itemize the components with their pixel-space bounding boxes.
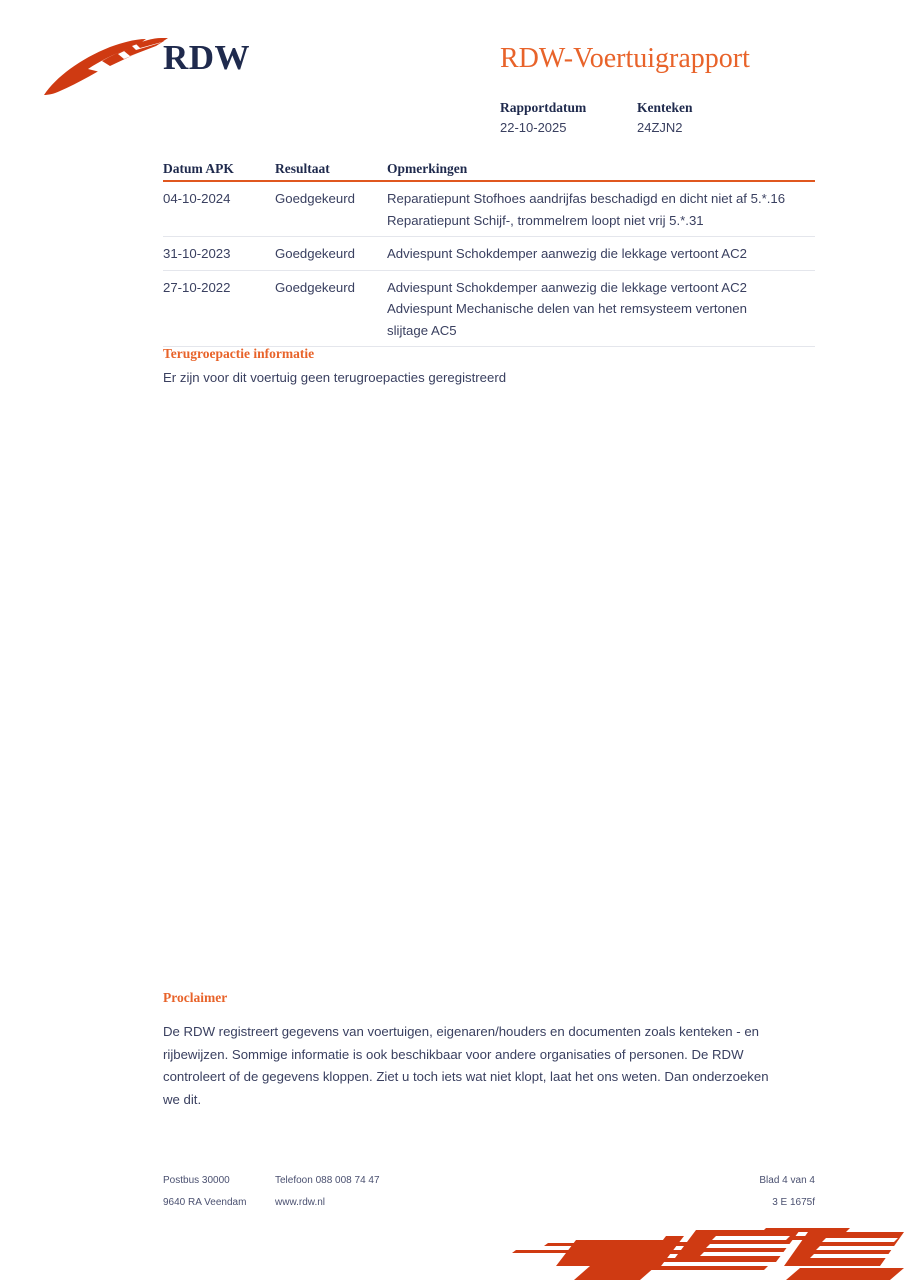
kenteken-label-cell	[637, 98, 774, 118]
proclaimer-section-body	[163, 1021, 803, 1111]
kenteken-value: 24ZJN2	[637, 120, 683, 135]
kenteken-label: Kenteken	[637, 100, 693, 115]
recall-section-title: Terugroepactie informatie	[163, 346, 315, 361]
cell-opmerkingen	[387, 277, 815, 342]
footer-row-1	[163, 1170, 815, 1192]
report-meta-labels	[500, 98, 830, 118]
apk-history-table	[163, 160, 815, 347]
cell-resultaat: Goedgekeurd	[275, 246, 355, 261]
rapportdatum-label-cell	[500, 98, 637, 118]
note-line: Reparatiepunt Stofhoes aandrijfas beschadigd en dicht niet af 5.*.16	[387, 191, 786, 206]
footer-address-line-2: 9640 RA Veendam	[163, 1197, 247, 1208]
report-meta-values	[500, 118, 830, 137]
note-line: Adviespunt Schokdemper aanwezig die lekkage vertoont AC2	[387, 246, 747, 261]
kenteken-value-cell	[637, 118, 774, 137]
proclaimer-line: De RDW registreert gegevens van voertuigen, eigenaren/houders en documenten zoals kenteken - en	[163, 1024, 759, 1039]
report-meta	[500, 98, 830, 137]
recall-section-body: Er zijn voor dit voertuig geen terugroepacties geregistreerd	[163, 370, 507, 385]
note-line: slijtage AC5	[387, 322, 457, 338]
footer-phone: Telefoon 088 008 74 47	[275, 1175, 380, 1186]
table-row	[163, 271, 815, 348]
proclaimer-line: controleert of de gegevens kloppen. Ziet u toch iets wat niet klopt, laat het ons weten. Dan onderzoeken	[163, 1069, 769, 1084]
rdw-feather-logo-icon	[40, 33, 172, 99]
rapportdatum-label: Rapportdatum	[500, 100, 587, 115]
footer-page-label: Blad 4 van 4	[759, 1175, 815, 1186]
cell-opmerkingen	[387, 188, 815, 231]
note-line: Adviespunt Schokdemper aanwezig die lekkage vertoont AC2	[387, 279, 747, 295]
cell-datum-apk: 27-10-2022	[163, 279, 231, 295]
column-header-opmerkingen: Opmerkingen	[387, 161, 468, 176]
note-line: Adviespunt Mechanische delen van het remsysteem vertonen	[387, 301, 747, 316]
table-row	[163, 182, 815, 237]
column-header-datum-apk: Datum APK	[163, 161, 234, 176]
note-line: Reparatiepunt Schijf-, trommelrem loopt niet vrij 5.*.31	[387, 212, 704, 228]
table-header-row	[163, 160, 815, 182]
footer-form-code: 3 E 1675f	[772, 1197, 815, 1208]
cell-resultaat: Goedgekeurd	[275, 191, 355, 206]
rapportdatum-value: 22-10-2025	[500, 120, 567, 135]
rdw-motion-stripes-decoration-icon	[470, 1222, 904, 1280]
recall-section	[163, 345, 803, 390]
rdw-wordmark: RDW	[163, 38, 251, 77]
cell-datum-apk: 31-10-2023	[163, 246, 231, 261]
footer-website-link[interactable]: www.rdw.nl	[275, 1197, 326, 1208]
proclaimer-line: rijbewijzen. Sommige informatie is ook beschikbaar voor andere organisaties of personen. De RDW	[163, 1046, 744, 1062]
cell-datum-apk: 04-10-2024	[163, 191, 231, 206]
footer-address-line-1: Postbus 30000	[163, 1175, 230, 1186]
proclaimer-line: we dit.	[163, 1091, 202, 1107]
proclaimer-section-title: Proclaimer	[163, 990, 228, 1005]
rapportdatum-value-cell	[500, 118, 637, 137]
table-row	[163, 237, 815, 271]
cell-opmerkingen	[387, 243, 815, 265]
proclaimer-section	[163, 989, 803, 1111]
footer-row-2	[163, 1192, 815, 1214]
cell-resultaat: Goedgekeurd	[275, 279, 355, 295]
page-footer	[163, 1170, 815, 1214]
page-title: RDW-Voertuigrapport	[500, 43, 750, 74]
column-header-resultaat: Resultaat	[275, 161, 330, 176]
